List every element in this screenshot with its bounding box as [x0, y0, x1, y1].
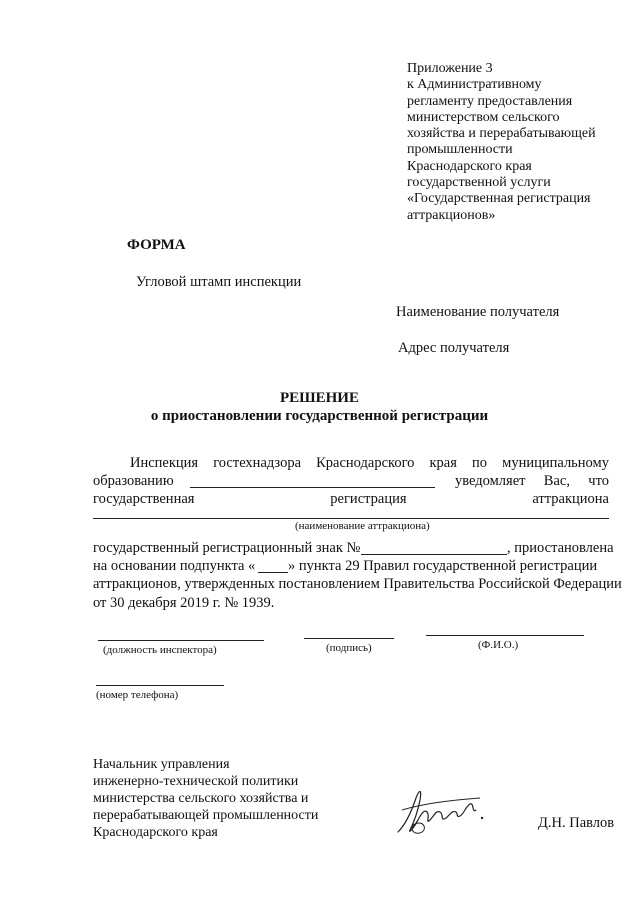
- body-word: государственная: [93, 491, 195, 507]
- body-word: аттракциона: [532, 491, 609, 507]
- appendix-line: Краснодарского края: [407, 158, 532, 174]
- appendix-line: к Административному: [407, 77, 542, 93]
- body-line-7: аттракционов, утвержденных постановлением Правительства Российской Федерации: [93, 576, 622, 592]
- municipality-blank-line: [190, 487, 435, 488]
- subparagraph-blank-line: [258, 572, 288, 573]
- fio-caption: (Ф.И.О.): [478, 639, 519, 651]
- body-word: что: [588, 473, 609, 489]
- position-caption: (должность инспектора): [103, 644, 217, 656]
- registration-number-blank-line: [361, 554, 507, 555]
- appendix-line: регламенту предоставления: [407, 93, 573, 109]
- signer-title-line: перерабатывающей промышленности: [93, 808, 319, 823]
- body-word: регистрация: [330, 491, 407, 507]
- body-word: Краснодарского: [316, 455, 415, 471]
- body-word: муниципальному: [502, 455, 609, 471]
- stamp-label: Угловой штамп инспекции: [136, 274, 302, 290]
- phone-caption: (номер телефона): [96, 689, 179, 701]
- appendix-line: хозяйства и перерабатывающей: [407, 126, 596, 142]
- appendix-line: аттракционов»: [407, 207, 496, 223]
- appendix-line: промышленности: [407, 142, 513, 158]
- body-line-5-start: государственный регистрационный знак №: [93, 540, 361, 556]
- signer-title-line: Начальник управления: [93, 757, 230, 772]
- appendix-line: «Государственная регистрация: [407, 191, 591, 207]
- signer-title-line: Краснодарского края: [93, 825, 218, 840]
- signature-caption: (подпись): [326, 642, 372, 654]
- body-word: Инспекция: [130, 455, 199, 471]
- attraction-caption: (наименование аттракциона): [295, 520, 430, 532]
- document-title: РЕШЕНИЕ: [280, 390, 359, 406]
- signer-name: Д.Н. Павлов: [538, 815, 615, 831]
- body-line-2-start: образованию: [93, 473, 174, 489]
- body-line-8: от 30 декабря 2019 г. № 1939.: [93, 595, 275, 611]
- body-word: по: [472, 455, 488, 471]
- body-word: гостехнадзора: [213, 455, 302, 471]
- document-subtitle: о приостановлении государственной регистрации: [150, 408, 489, 424]
- signature-blank-line: [304, 638, 394, 639]
- appendix-line: Приложение 3: [407, 61, 493, 76]
- body-line-6-end: » пункта 29 Правил государственной регистрации: [288, 558, 598, 574]
- body-line-1: [130, 455, 609, 472]
- body-line-2-end: [455, 473, 609, 490]
- appendix-block: [407, 61, 596, 224]
- position-blank-line: [98, 640, 264, 641]
- body-word: уведомляет: [455, 473, 526, 489]
- recipient-address-label: Адрес получателя: [398, 340, 510, 356]
- body-word: края: [429, 455, 457, 471]
- appendix-line: государственной услуги: [407, 175, 551, 191]
- body-line-3: [93, 491, 609, 508]
- recipient-name-label: Наименование получателя: [396, 304, 560, 320]
- signer-title-line: министерства сельского хозяйства и: [93, 791, 309, 806]
- signer-title-block: [93, 756, 318, 841]
- body-word: Вас,: [543, 473, 570, 489]
- body-line-6-start: на основании подпункта «: [93, 558, 256, 574]
- phone-blank-line: [96, 685, 224, 686]
- handwritten-signature: [392, 780, 492, 840]
- appendix-line: министерством сельского: [407, 109, 560, 125]
- body-line-5-end: , приостановлена: [507, 540, 614, 556]
- form-label: ФОРМА: [127, 237, 186, 253]
- fio-blank-line: [426, 635, 584, 636]
- attraction-name-blank-line: [93, 518, 609, 519]
- signer-title-line: инженерно-технической политики: [93, 774, 299, 789]
